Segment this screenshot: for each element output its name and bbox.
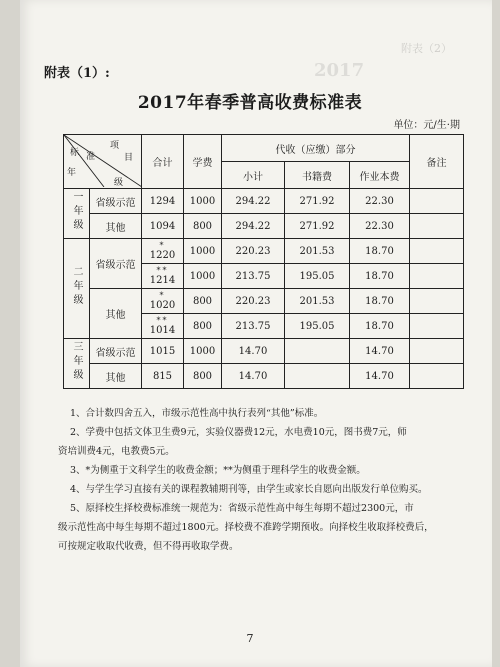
page-title: 2017年春季普高收费标准表	[137, 93, 363, 113]
subtotal-cell: 213.75	[222, 314, 285, 339]
unit-label: 单位：元/生·期	[393, 120, 460, 131]
science-mark: **	[156, 265, 169, 275]
total-cell: ** 1014	[142, 314, 184, 339]
homework-cell: 18.70	[350, 314, 410, 339]
category-cell: 其他	[90, 289, 142, 339]
homework-cell: 14.70	[350, 364, 410, 389]
header-subtotal: 小计	[222, 162, 285, 189]
grade-cell: 二年级	[64, 239, 90, 339]
remarks-cell	[410, 314, 464, 339]
note-item: 1、合计数四舍五入，市级示范性高中执行表列“其他”标准。	[70, 408, 324, 419]
diag-label: 目	[124, 153, 134, 163]
bleed-through-title: 2017	[314, 60, 365, 81]
books-cell: 271.92	[285, 189, 350, 214]
table-row	[64, 214, 464, 239]
header-books: 书籍费	[285, 162, 350, 189]
total-cell: * 1020	[142, 289, 184, 314]
books-cell: 201.53	[285, 289, 350, 314]
books-cell: 271.92	[285, 214, 350, 239]
tuition-cell: 1000	[184, 239, 222, 264]
remarks-cell	[410, 189, 464, 214]
bleed-through-header: 附表（2）	[401, 42, 452, 55]
header-row-1	[64, 135, 464, 162]
subtotal-cell: 294.22	[222, 189, 285, 214]
total-cell: 815	[142, 364, 184, 389]
remarks-cell	[410, 239, 464, 264]
category-cell: 其他	[90, 214, 142, 239]
diag-label: 项	[110, 141, 120, 151]
books-cell: 201.53	[285, 239, 350, 264]
note-item: 3、*为侧重于文科学生的收费金额；**为侧重于理科学生的收费金额。	[70, 465, 366, 476]
subtotal-cell: 220.23	[222, 239, 285, 264]
total-cell: 1094	[142, 214, 184, 239]
header-remarks: 备注	[410, 135, 464, 189]
subtotal-cell: 14.70	[222, 364, 285, 389]
category-cell: 省级示范	[90, 339, 142, 364]
tuition-cell: 1000	[184, 264, 222, 289]
remarks-cell	[410, 339, 464, 364]
note-item: 5、原择校生择校费标准统一规范为：省级示范性高中每生每期不超过2300元，市	[70, 503, 414, 514]
arts-mark: *	[159, 290, 166, 300]
tuition-cell: 800	[184, 214, 222, 239]
note-item: 资培训费4元，电教费5元。	[58, 446, 175, 457]
grade-cell: 三年级	[64, 339, 90, 389]
diag-label: 准	[86, 152, 96, 162]
header-total: 合计	[142, 135, 184, 189]
total-cell: 1015	[142, 339, 184, 364]
books-cell	[285, 339, 350, 364]
homework-cell: 22.30	[350, 189, 410, 214]
subtotal-cell: 294.22	[222, 214, 285, 239]
homework-cell: 14.70	[350, 339, 410, 364]
arts-mark: *	[159, 240, 166, 250]
header-homework: 作业本费	[350, 162, 410, 189]
remarks-cell	[410, 264, 464, 289]
diag-label: 级	[114, 178, 124, 188]
science-mark: **	[156, 315, 169, 325]
tuition-cell: 800	[184, 364, 222, 389]
category-cell: 省级示范	[90, 189, 142, 214]
homework-cell: 18.70	[350, 289, 410, 314]
table-row	[64, 289, 464, 314]
diag-label: 标	[70, 148, 80, 158]
tuition-cell: 800	[184, 289, 222, 314]
diagonal-header-cell	[64, 135, 142, 189]
subtotal-cell: 14.70	[222, 339, 285, 364]
note-item: 2、学费中包括文体卫生费9元，实验仪器费12元，水电费10元，图书费7元，师	[70, 427, 407, 438]
books-cell: 195.05	[285, 314, 350, 339]
note-item: 级示范性高中每生每期不超过1800元。择校费不准跨学期预收。向择校生收取择校费后，	[58, 522, 434, 533]
homework-cell: 18.70	[350, 264, 410, 289]
books-cell	[285, 364, 350, 389]
note-item: 4、与学生学习直接有关的课程教辅期刊等，由学生或家长自愿向出版发行单位购买。	[70, 484, 428, 495]
header-agency: 代收（应缴）部分	[222, 135, 410, 162]
table-row	[64, 364, 464, 389]
table-row	[64, 189, 464, 214]
fee-table	[63, 134, 464, 389]
subtotal-cell: 213.75	[222, 264, 285, 289]
diag-label: 年	[67, 168, 77, 178]
category-cell: 省级示范	[90, 239, 142, 289]
remarks-cell	[410, 289, 464, 314]
note-item: 可按规定收取代收费，但不得再收取学费。	[58, 541, 239, 552]
notes-section	[58, 404, 465, 556]
grade-cell: 一年级	[64, 189, 90, 239]
homework-cell: 18.70	[350, 239, 410, 264]
remarks-cell	[410, 364, 464, 389]
tuition-cell: 1000	[184, 189, 222, 214]
tuition-cell: 1000	[184, 339, 222, 364]
page-number: 7	[246, 632, 254, 645]
remarks-cell	[410, 214, 464, 239]
total-cell: 1294	[142, 189, 184, 214]
total-cell: ** 1214	[142, 264, 184, 289]
books-cell: 195.05	[285, 264, 350, 289]
attachment-label: 附表（1）:	[44, 66, 110, 81]
total-cell: * 1220	[142, 239, 184, 264]
header-tuition: 学费	[184, 135, 222, 189]
table-row	[64, 339, 464, 364]
subtotal-cell: 220.23	[222, 289, 285, 314]
category-cell: 其他	[90, 364, 142, 389]
table-row	[64, 239, 464, 264]
tuition-cell: 800	[184, 314, 222, 339]
homework-cell: 22.30	[350, 214, 410, 239]
